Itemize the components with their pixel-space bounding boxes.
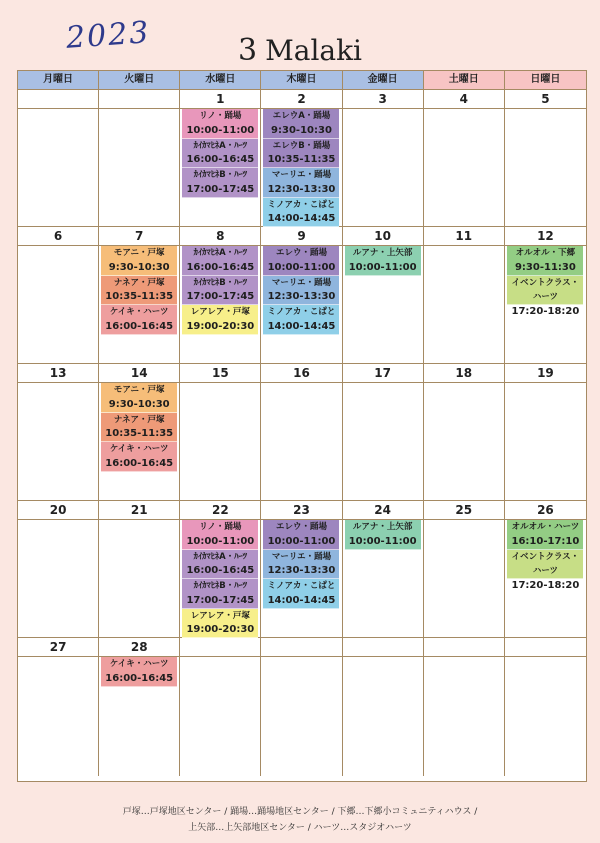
event-time: 14:00-14:45 — [267, 594, 336, 606]
weekday-tue: 火曜日 — [99, 71, 180, 89]
weekday-sat: 土曜日 — [424, 71, 505, 89]
event-time: 10:00-11:00 — [186, 124, 255, 136]
day-cell — [180, 109, 261, 226]
event-name: ケイキ・ハーツ — [109, 307, 169, 317]
class-event — [263, 550, 339, 580]
day-number — [99, 90, 180, 108]
day-number — [424, 638, 505, 656]
event-time: 16:00-16:45 — [105, 672, 174, 684]
class-event — [101, 657, 177, 687]
class-event — [507, 246, 583, 276]
day-number: 5 — [541, 92, 550, 106]
class-event — [182, 609, 258, 639]
day-number: 17 — [343, 364, 424, 382]
week-row — [18, 638, 586, 776]
class-event — [101, 413, 177, 443]
day-cell — [261, 657, 342, 776]
day-number: 11 — [424, 227, 505, 245]
day-number: 24 — [343, 501, 424, 519]
event-name: マーリエ・踊場 — [271, 551, 332, 562]
day-number — [180, 638, 261, 656]
event-time: 12:30-13:30 — [267, 291, 336, 302]
day-cell — [343, 383, 424, 500]
day-cell — [261, 520, 342, 637]
event-time: 14:00-14:45 — [267, 320, 336, 332]
event-time: 16:00-16:45 — [105, 457, 174, 469]
class-event — [263, 276, 339, 306]
weekday-mon: 月曜日 — [18, 71, 99, 89]
day-cell — [18, 109, 99, 226]
class-event — [182, 139, 258, 169]
day-number: 4 — [424, 90, 505, 108]
event-time: 17:20-18:20 — [511, 305, 580, 317]
day-cell — [18, 383, 99, 500]
event-time: 16:00-16:45 — [186, 261, 255, 273]
event-time: 19:00-20:30 — [186, 320, 255, 332]
class-event — [182, 520, 258, 550]
day-number-row — [18, 364, 586, 383]
class-event — [101, 276, 177, 306]
day-number: 25 — [424, 501, 505, 519]
event-name: ｶｲｶﾏﾋﾈA・ﾊｰﾂ — [193, 140, 248, 151]
weekday-fri: 金曜日 — [343, 71, 424, 89]
event-name: オルオル・ハーツ — [511, 522, 580, 532]
event-name: ミノアカ・こぱと — [267, 307, 336, 317]
class-event — [263, 198, 339, 228]
event-time: 16:00-16:45 — [186, 565, 255, 576]
day-cell — [261, 383, 342, 500]
day-number: 15 — [180, 364, 261, 382]
day-number — [261, 638, 342, 656]
day-cells-row — [18, 383, 586, 500]
event-time: 10:35-11:35 — [267, 154, 336, 165]
class-event — [345, 246, 421, 276]
event-time: 12:30-13:30 — [267, 565, 336, 576]
day-cell — [343, 246, 424, 363]
event-time: 10:00-11:00 — [267, 535, 336, 547]
event-time: 9:30-10:30 — [108, 261, 170, 273]
event-name: イベントクラス・ハーツ — [511, 551, 580, 576]
day-cell — [180, 520, 261, 637]
event-name: ミノアカ・こぱと — [267, 581, 336, 591]
day-number: 9 — [261, 227, 342, 245]
event-name: マーリエ・踊場 — [271, 277, 332, 288]
class-event — [507, 550, 583, 591]
day-cell — [424, 109, 505, 226]
event-time: 10:35-11:35 — [105, 428, 174, 439]
day-cell — [343, 109, 424, 226]
event-name: ルアナ・上矢部 — [352, 522, 413, 532]
event-name: ｶｲｶﾏﾋﾈB・ﾊｰﾂ — [193, 277, 247, 288]
day-cell — [505, 520, 586, 637]
day-cell — [180, 383, 261, 500]
event-time: 10:35-11:35 — [105, 291, 174, 302]
class-event — [182, 109, 258, 139]
day-cell — [99, 520, 180, 637]
day-number: 10 — [343, 227, 424, 245]
class-event — [182, 550, 258, 580]
day-cell — [505, 383, 586, 500]
event-time: 16:00-16:45 — [105, 320, 174, 332]
event-name: レアレア・戸塚 — [190, 610, 250, 621]
event-time: 9:30-10:30 — [108, 398, 170, 410]
event-time: 14:00-14:45 — [267, 213, 336, 224]
day-number: 12 — [537, 229, 554, 243]
day-cell — [343, 520, 424, 637]
weekday-wed: 水曜日 — [180, 71, 261, 89]
day-cell — [99, 383, 180, 500]
day-number-row — [18, 90, 586, 109]
event-time: 9:30-11:30 — [514, 261, 576, 273]
day-cell — [505, 657, 586, 776]
event-time: 10:00-11:00 — [348, 535, 417, 547]
day-number — [343, 638, 424, 656]
event-name: ミノアカ・こぱと — [267, 199, 336, 210]
event-name: エレウB・踊場 — [272, 140, 331, 151]
day-number: 1 — [180, 90, 261, 108]
class-event — [507, 276, 583, 317]
legend-line-1: 戸塚…戸塚地区センター / 踊場…踊場地区センター / 下郷…下郷小コミュニティハウス / — [122, 807, 478, 817]
class-event — [507, 520, 583, 550]
event-name: モアニ・戸塚 — [113, 248, 165, 258]
day-number: 21 — [99, 501, 180, 519]
event-time: 17:20-18:20 — [511, 579, 580, 591]
location-legend — [0, 804, 600, 836]
day-number-row — [18, 227, 586, 246]
day-number — [18, 90, 99, 108]
class-event — [182, 305, 258, 335]
day-cell — [18, 246, 99, 363]
event-name: レアレア・戸塚 — [190, 307, 250, 317]
day-cell — [343, 657, 424, 776]
event-name: オルオル・下郷 — [515, 248, 576, 258]
event-name: ケイキ・ハーツ — [109, 444, 169, 454]
day-cell — [505, 246, 586, 363]
page-title — [0, 33, 600, 68]
event-time: 19:00-20:30 — [186, 624, 255, 635]
event-name: ナネア・戸塚 — [113, 414, 165, 425]
day-cells-row — [18, 109, 586, 226]
class-event — [263, 168, 339, 198]
event-time: 12:30-13:30 — [267, 183, 336, 195]
day-number — [505, 638, 586, 656]
class-event — [182, 168, 258, 198]
day-cell — [18, 520, 99, 637]
day-number: 20 — [18, 501, 99, 519]
event-time: 16:10-17:10 — [511, 535, 580, 547]
day-cells-row — [18, 657, 586, 776]
event-name: ｶｲｶﾏﾋﾈA・ﾊｰﾂ — [193, 551, 248, 562]
day-number: 2 — [261, 90, 342, 108]
day-cell — [261, 109, 342, 226]
class-event — [263, 139, 339, 169]
event-name: ケイキ・ハーツ — [109, 659, 169, 669]
day-cell — [261, 246, 342, 363]
event-name: モアニ・戸塚 — [113, 385, 165, 395]
day-number: 16 — [261, 364, 342, 382]
event-name: ｶｲｶﾏﾋﾈB・ﾊｰﾂ — [193, 581, 247, 591]
week-row — [18, 364, 586, 501]
day-number-row — [18, 501, 586, 520]
day-number: 19 — [537, 366, 554, 380]
event-time: 17:00-17:45 — [186, 594, 255, 606]
event-time: 10:00-11:00 — [186, 535, 255, 547]
day-cell — [99, 657, 180, 776]
event-name: イベントクラス・ハーツ — [511, 277, 580, 302]
class-event — [263, 520, 339, 550]
event-time: 10:00-11:00 — [267, 261, 336, 273]
year-label: 2023 — [64, 15, 152, 56]
day-cell — [424, 383, 505, 500]
event-name: ナネア・戸塚 — [113, 277, 165, 288]
day-number: 23 — [261, 501, 342, 519]
day-cell — [424, 520, 505, 637]
day-cell — [505, 109, 586, 226]
day-number: 7 — [99, 227, 180, 245]
day-cells-row — [18, 246, 586, 363]
event-time: 9:30-10:30 — [271, 124, 332, 136]
legend-line-2: 上矢部…上矢部地区センター / ハーツ…スタジオハーツ — [188, 823, 412, 833]
calendar-grid — [17, 70, 587, 782]
day-number: 27 — [18, 638, 99, 656]
event-name: ｶｲｶﾏﾋﾈB・ﾊｰﾂ — [193, 170, 247, 180]
event-name: リノ・踊場 — [199, 522, 242, 532]
day-cell — [424, 657, 505, 776]
class-event — [101, 305, 177, 335]
day-cells-row — [18, 520, 586, 637]
day-number: 26 — [537, 503, 554, 517]
day-number: 13 — [18, 364, 99, 382]
class-event — [263, 246, 339, 276]
class-event — [101, 246, 177, 276]
day-cell — [99, 109, 180, 226]
day-number: 3 — [343, 90, 424, 108]
event-name: エレウ・踊場 — [275, 522, 327, 532]
event-name: エレウA・踊場 — [272, 111, 331, 121]
day-cell — [180, 657, 261, 776]
day-cell — [180, 246, 261, 363]
month-number: 3 — [237, 33, 258, 68]
class-event — [182, 579, 258, 609]
event-name: ｶｲｶﾏﾋﾈA・ﾊｰﾂ — [193, 248, 248, 258]
event-name: エレウ・踊場 — [275, 248, 327, 258]
class-event — [182, 246, 258, 276]
week-row — [18, 227, 586, 364]
event-name: ルアナ・上矢部 — [352, 248, 413, 258]
event-name: リノ・踊場 — [199, 111, 242, 121]
class-event — [101, 442, 177, 472]
class-event — [263, 109, 339, 139]
day-cell — [99, 246, 180, 363]
day-number: 22 — [180, 501, 261, 519]
event-time: 10:00-11:00 — [348, 261, 417, 273]
day-number: 14 — [99, 364, 180, 382]
day-number: 6 — [18, 227, 99, 245]
day-number: 18 — [424, 364, 505, 382]
class-event — [345, 520, 421, 550]
day-cell — [424, 246, 505, 363]
weekday-header — [18, 71, 586, 90]
month-name: Malaki — [265, 34, 363, 67]
week-row — [18, 90, 586, 227]
event-name: マーリエ・踊場 — [271, 170, 332, 180]
day-cell — [18, 657, 99, 776]
class-event — [101, 383, 177, 413]
class-event — [263, 579, 339, 609]
week-row — [18, 501, 586, 638]
weekday-thu: 木曜日 — [261, 71, 342, 89]
weekday-sun: 日曜日 — [505, 71, 586, 89]
event-time: 17:00-17:45 — [186, 183, 255, 195]
class-event — [263, 305, 339, 335]
calendar-weeks — [18, 90, 586, 776]
event-time: 16:00-16:45 — [186, 154, 255, 165]
event-time: 17:00-17:45 — [186, 291, 255, 302]
class-event — [182, 276, 258, 306]
day-number: 8 — [180, 227, 261, 245]
day-number: 28 — [99, 638, 180, 656]
day-number-row — [18, 638, 586, 657]
